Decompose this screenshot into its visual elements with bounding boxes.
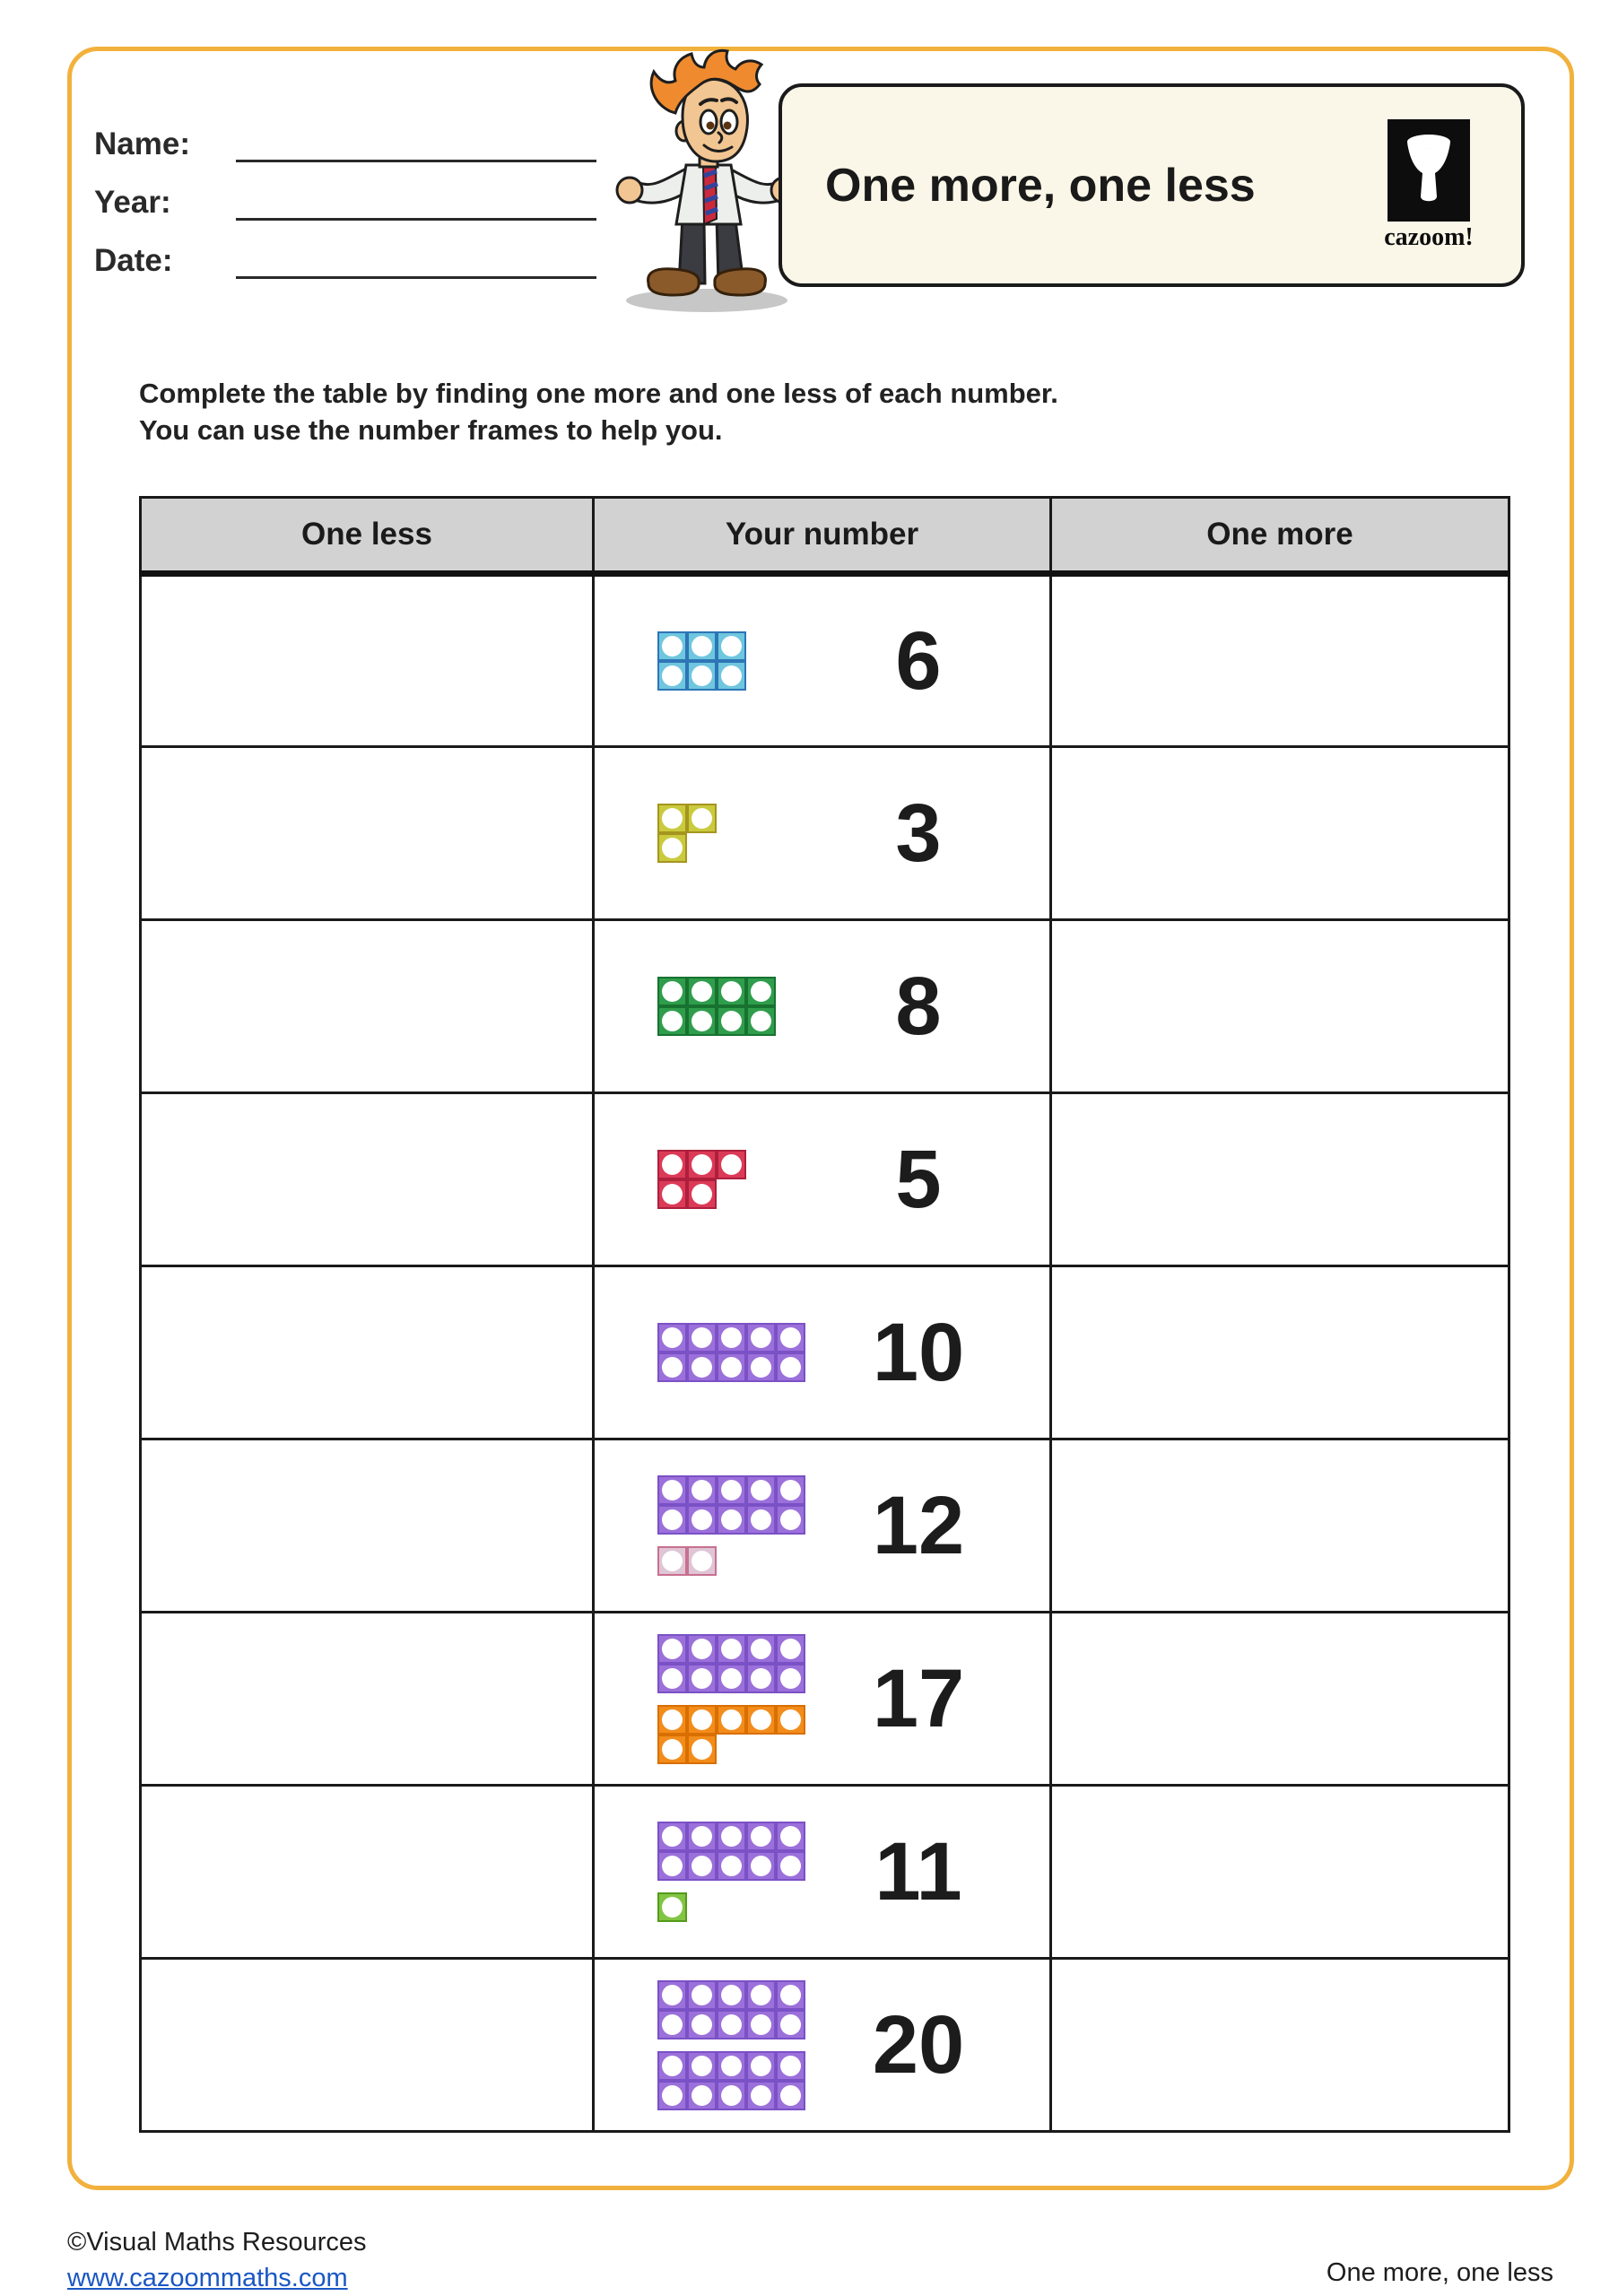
big-number: 17 [872,1652,965,1744]
cazoom-logo [1361,119,1496,252]
page-title: One more, one less [825,159,1256,212]
numicon-10-frame [657,1822,814,1881]
table-row [141,1266,1509,1439]
number-frame-stack [657,1634,814,1764]
one-less-answer-cell [141,1786,594,1959]
column-header-one-more: One more [1051,498,1509,574]
number-frame-stack [657,1822,814,1922]
big-number: 11 [874,1825,962,1918]
one-more-answer-cell [1051,747,1509,920]
footer-copyright: ©Visual Maths Resources [67,2228,367,2257]
numicon-10-frame [657,1323,814,1382]
table-row [141,1613,1509,1786]
your-number-cell [594,1093,1051,1266]
year-line [236,178,596,221]
table-row [141,920,1509,1093]
big-number: 8 [895,960,942,1052]
date-label: Date: [94,243,173,278]
one-less-answer-cell [141,1613,594,1786]
numicon-1-frame [657,1892,814,1922]
big-number: 12 [872,1479,965,1571]
drum-icon [1387,119,1470,222]
name-line [236,119,596,162]
big-number: 3 [895,787,942,879]
number-frame-stack [657,1980,814,2110]
table-row [141,1786,1509,1959]
table-header-row [141,498,1509,574]
student-fields [94,104,596,279]
one-more-answer-cell [1051,1093,1509,1266]
one-more-answer-cell [1051,1786,1509,1959]
instruction-line-2: You can use the number frames to help you. [139,414,723,446]
your-number-cell [594,1266,1051,1439]
big-number: 5 [895,1133,942,1225]
one-more-answer-cell [1051,1959,1509,2132]
big-number: 6 [895,614,942,707]
instructions [139,375,1058,448]
numicon-10-frame [657,1634,814,1693]
number-frame-stack [657,1475,814,1576]
one-more-answer-cell [1051,574,1509,747]
your-number-cell [594,920,1051,1093]
column-header-one-less: One less [141,498,594,574]
one-less-answer-cell [141,1266,594,1439]
table-row [141,747,1509,920]
numicon-2-frame [657,1546,814,1576]
number-frame-stack [657,1150,814,1209]
number-frame-stack [657,977,814,1036]
numicon-10-frame [657,1475,814,1535]
one-less-answer-cell [141,574,594,747]
one-less-answer-cell [141,747,594,920]
instruction-line-1: Complete the table by finding one more and one less of each number. [139,378,1058,409]
number-frame-stack [657,631,814,691]
one-more-answer-cell [1051,1439,1509,1613]
worksheet-table [139,496,1510,2133]
year-label: Year: [94,185,171,220]
your-number-cell [594,1786,1051,1959]
name-label: Name: [94,126,190,161]
your-number-cell [594,574,1051,747]
numicon-10-frame [657,1980,814,2039]
table-row [141,574,1509,747]
footer-left [67,2228,367,2293]
numicon-10-frame [657,2051,814,2110]
numicon-5-frame [657,1150,814,1209]
table-row [141,1959,1509,2132]
your-number-cell [594,1439,1051,1613]
number-frame-stack [657,1323,814,1382]
numicon-8-frame [657,977,814,1036]
your-number-cell [594,1613,1051,1786]
one-less-answer-cell [141,1093,594,1266]
big-number: 10 [872,1306,965,1398]
footer-title: One more, one less [1326,2258,1553,2287]
one-less-answer-cell [141,920,594,1093]
logo-text: cazoom! [1384,222,1474,251]
one-more-answer-cell [1051,920,1509,1093]
one-less-answer-cell [141,1439,594,1613]
title-box [779,83,1525,287]
your-number-cell [594,747,1051,920]
footer-link[interactable]: www.cazoommaths.com [67,2264,348,2292]
numicon-6-frame [657,631,814,691]
one-less-answer-cell [141,1959,594,2132]
table-row [141,1439,1509,1613]
numicon-7-frame [657,1705,814,1764]
numicon-3-frame [657,804,814,863]
number-frame-stack [657,804,814,863]
date-line [236,236,596,279]
big-number: 20 [872,1998,965,2091]
column-header-your-number: Your number [594,498,1051,574]
table-row [141,1093,1509,1266]
one-more-answer-cell [1051,1613,1509,1786]
your-number-cell [594,1959,1051,2132]
one-more-answer-cell [1051,1266,1509,1439]
